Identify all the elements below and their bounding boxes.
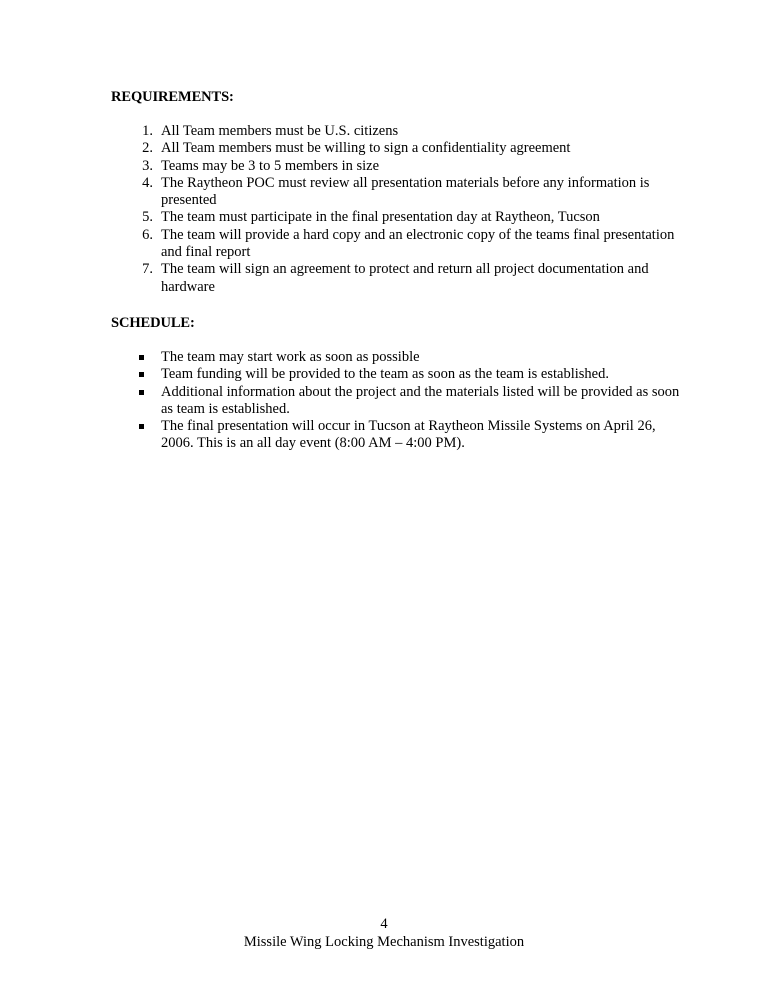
list-number: 4. [142,174,153,191]
list-number: 1. [142,123,153,139]
square-bullet-icon [139,390,144,395]
list-item [161,418,681,453]
list-item [142,157,681,175]
list-number: 7. [142,261,153,278]
list-item-text: The team will sign an agreement to protect and return all project documentation and hardware [161,261,649,295]
list-number: 3. [142,157,153,174]
list-item [142,226,681,262]
list-item-text: Team funding will be provided to the team as soon as the team is established. [161,366,609,383]
list-number: 5. [142,209,153,226]
list-item-text: The team must participate in the final presentation day at Raytheon, Tucson [161,209,600,226]
list-item [142,140,681,157]
list-item [161,384,681,419]
schedule-list [161,349,681,453]
square-bullet-icon [139,424,144,429]
list-item-text: All Team members must be willing to sign a confidentiality agreement [161,140,571,157]
list-item [142,209,681,226]
list-item-text: All Team members must be U.S. citizens [161,123,399,139]
list-item-text: Additional information about the project and the materials listed will be provided as soon as team is established. [161,383,680,417]
footer-title: Missile Wing Locking Mechanism Investigation [243,934,525,950]
list-item [161,349,681,366]
requirements-list [142,123,681,296]
list-item-text: The final presentation will occur in Tucson at Raytheon Missile Systems on April 26, 2006. This is an all day event (8:00 AM – 4:00 PM). [161,418,656,452]
list-item [142,174,681,210]
list-item-text: The team will provide a hard copy and an electronic copy of the teams final presentation and final report [161,226,675,261]
page-number: 4 [380,916,388,932]
list-item-text: Teams may be 3 to 5 members in size [161,157,380,174]
list-item-text: The team may start work as soon as possible [161,349,420,365]
list-item [161,366,681,383]
requirements-heading: REQUIREMENTS: [111,89,234,105]
list-number: 6. [142,226,153,243]
schedule-heading: SCHEDULE: [111,315,195,331]
list-item-text: The Raytheon POC must review all presentation materials before any information is presented [161,174,650,209]
square-bullet-icon [139,355,144,360]
list-item [142,123,681,140]
square-bullet-icon [139,372,144,377]
list-number: 2. [142,140,153,157]
list-item [142,261,681,296]
